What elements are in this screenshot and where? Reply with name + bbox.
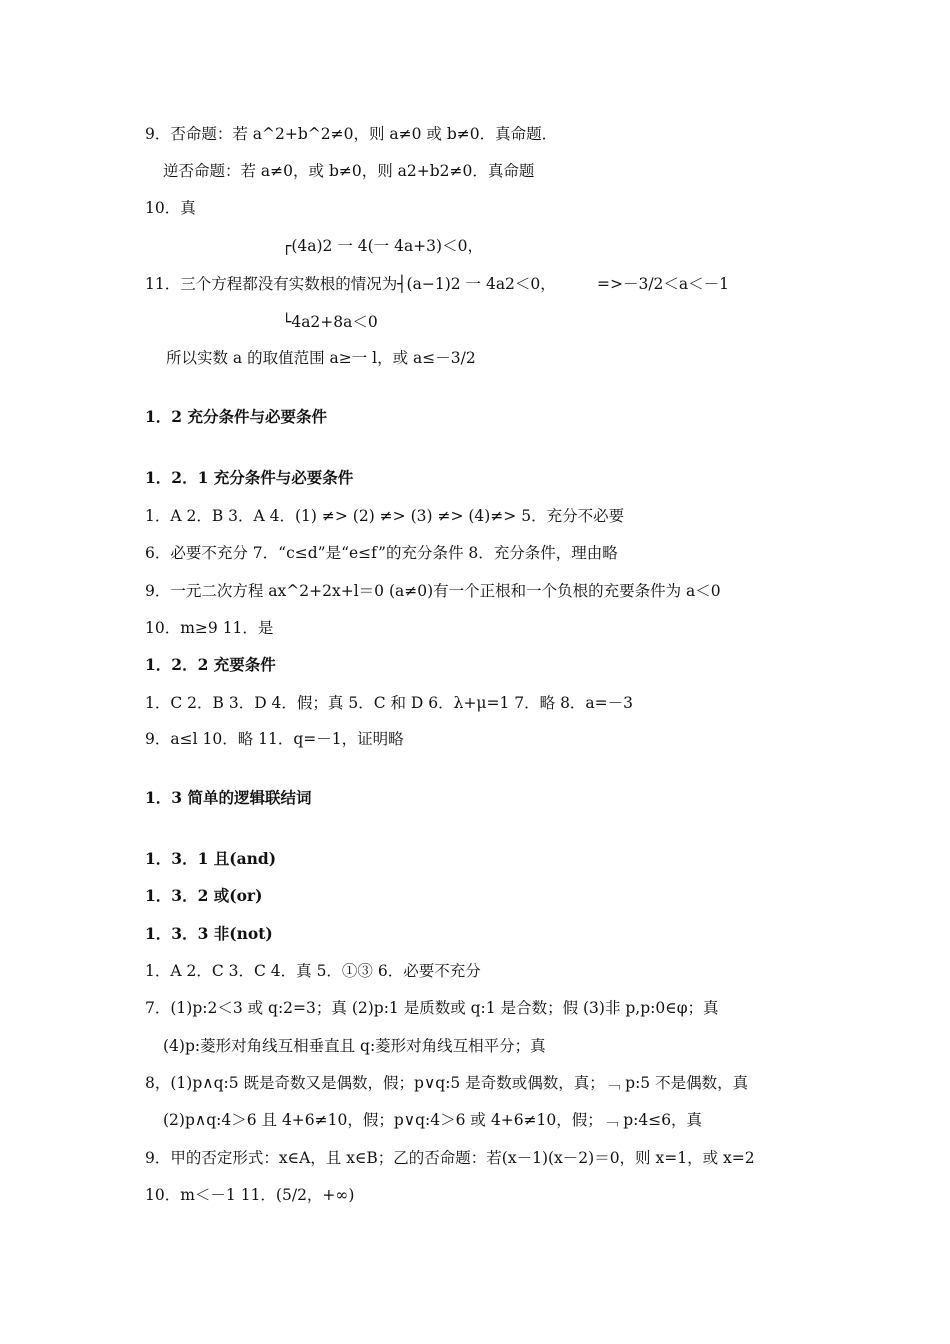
answer-11-brace-bottom: └4a2+8a＜0 <box>282 313 378 331</box>
answers-1-3-line-2: 7．(1)p:2＜3 或 q:2=3；真 (2)p:1 是质数或 q:1 是合数；假 (3)非 p,p:0∈φ；真 <box>145 999 719 1017</box>
answer-9-line-2: 逆否命题：若 a≠0，或 b≠0，则 a2+b2≠0．真命题 <box>163 162 535 180</box>
section-heading-1-2: 1．2 充分条件与必要条件 <box>145 407 327 426</box>
answers-1-2-1-line-4: 10．m≥9 11．是 <box>145 619 274 637</box>
answer-9-line-1: 9．否命题：若 a^2+b^2≠0，则 a≠0 或 b≠0．真命题． <box>145 125 558 143</box>
answers-1-2-1-line-1: 1．A 2．B 3．A 4．(1) ≠> (2) ≠> (3) ≠> (4)≠> 5．充分不必要 <box>145 507 625 525</box>
subsection-heading-1-3-2: 1．3．2 或(or) <box>145 886 263 905</box>
section-heading-1-3: 1．3 简单的逻辑联结词 <box>145 788 312 807</box>
answer-11-range: 所以实数 a 的取值范围 a≥一 l，或 a≤－3/2 <box>166 349 476 367</box>
subsection-heading-1-3-1: 1．3．1 且(and) <box>145 849 277 868</box>
answers-1-2-2-line-1: 1．C 2．B 3．D 4．假；真 5．C 和 D 6．λ+μ=1 7．略 8．a=－3 <box>145 694 634 712</box>
answer-10: 10．真 <box>145 199 196 217</box>
answers-1-3-line-6: 9．甲的否定形式：x∈A，且 x∈B；乙的否命题：若(x－1)(x－2)＝0，则 x=1，或 x=2 <box>145 1149 755 1167</box>
answers-1-3-line-1: 1．A 2．C 3．C 4．真 5．①③ 6．必要不充分 <box>145 962 481 980</box>
answers-1-2-1-line-3: 9．一元二次方程 ax^2+2x+l＝0 (a≠0)有一个正根和一个负根的充要条件为 a＜0 <box>145 582 721 600</box>
answers-1-2-1-line-2: 6．必要不充分 7．“c≤d”是“e≤f”的充分条件 8．充分条件，理由略 <box>145 544 618 562</box>
answers-1-3-line-4: 8，(1)p∧q:5 既是奇数又是偶数，假；p∨q:5 是奇数或偶数，真；﹁ p:5 不是偶数，真 <box>145 1074 749 1092</box>
answers-1-2-2-line-2: 9．a≤l 10．略 11．q=－1，证明略 <box>145 730 404 748</box>
subsection-heading-1-2-2: 1．2．2 充要条件 <box>145 655 276 674</box>
answer-11-result: =>－3/2＜a＜－1 <box>597 275 730 293</box>
answer-11-brace-top: ┌(4a)2 一 4(一 4a+3)＜0， <box>282 237 483 255</box>
answers-1-3-line-5: (2)p∧q:4＞6 且 4+6≠10，假；p∨q:4＞6 或 4+6≠10，假；﹁ p:4≤6，真 <box>163 1111 703 1129</box>
answers-1-3-line-7: 10．m＜－1 11．(5/2，+∞) <box>145 1186 355 1204</box>
subsection-heading-1-3-3: 1．3．3 非(not) <box>145 924 273 943</box>
answer-11-brace-mid: 11．三个方程都没有实数根的情况为┤(a−1)2 一 4a2＜0， <box>145 275 556 293</box>
answers-1-3-line-3: (4)p:菱形对角线互相垂直且 q:菱形对角线互相平分；真 <box>163 1037 546 1055</box>
subsection-heading-1-2-1: 1．2．1 充分条件与必要条件 <box>145 468 354 487</box>
